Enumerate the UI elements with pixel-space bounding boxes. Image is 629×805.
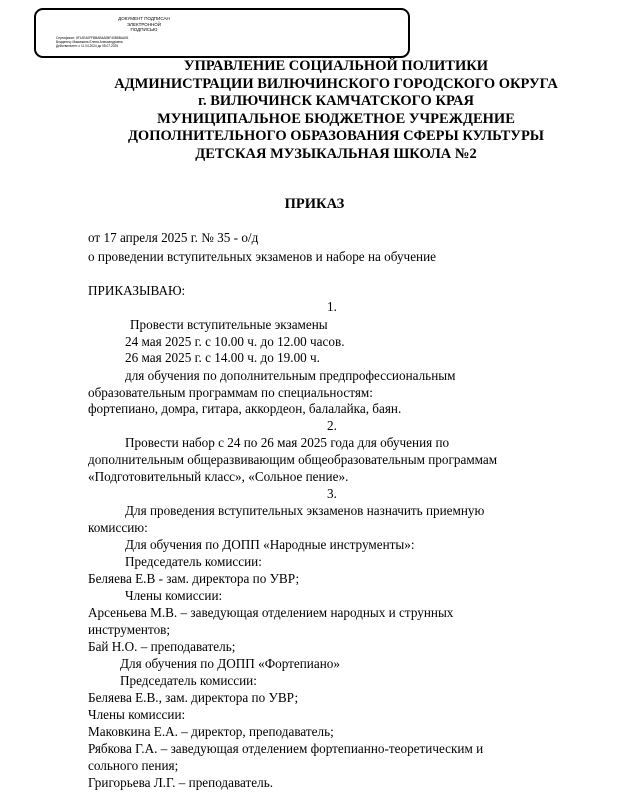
item-3-line-6: Члены комиссии: — [125, 588, 223, 603]
header-line-6: ДЕТСКАЯ МУЗЫКАЛЬНАЯ ШКОЛА №2 — [195, 145, 477, 162]
stamp-details — [56, 36, 129, 48]
header-line-2: АДМИНИСТРАЦИИ ВИЛЮЧИНСКОГО ГОРОДСКОГО ОКРУГА — [114, 75, 558, 92]
order-command: ПРИКАЗЫВАЮ: — [88, 283, 186, 298]
item-1-line-2: 24 мая 2025 г. с 10.00 ч. до 12.00 часов. — [125, 334, 345, 349]
item-3-line-4: Председатель комиссии: — [125, 554, 262, 569]
item-2-line-2: дополнительным общеразвивающим общеобразовательным программам — [88, 452, 498, 467]
stamp-title — [114, 16, 174, 33]
item-3-line-9: Бай Н.О. – преподаватель; — [88, 639, 236, 654]
stamp-title-line-2: ЭЛЕКТРОННОЙ ПОДПИСЬЮ — [126, 21, 162, 32]
item-3-line-12: Беляева Е.В., зам. директора по УВР; — [88, 690, 299, 705]
item-3-line-11: Председатель комиссии: — [120, 673, 257, 688]
item-1-line-5: образовательным программам по специальностям: — [88, 385, 373, 400]
electronic-signature-stamp — [34, 8, 410, 58]
item-1-line-4: для обучения по дополнительным предпрофессиональным — [125, 368, 456, 383]
item-2-line-3: «Подготовительный класс», «Сольное пение». — [88, 469, 349, 484]
stamp-certificate: Сертификат: 0F14EA0FFBBAB4A0BF40B8BAA91 — [56, 36, 129, 40]
order-title: ПРИКАЗ — [284, 196, 345, 212]
item-1-line-3: 26 мая 2025 г. с 14.00 ч. до 19.00 ч. — [125, 350, 320, 365]
item-3-line-15: Рябкова Г.А. – заведующая отделением фортепианно-теоретическим и — [88, 741, 484, 756]
item-3-line-2: комиссию: — [88, 520, 148, 535]
header-line-5: ДОПОЛНИТЕЛЬНОГО ОБРАЗОВАНИЯ СФЕРЫ КУЛЬТУРЫ — [127, 128, 545, 145]
item-1-line-6: фортепиано, домра, гитара, аккордеон, балалайка, баян. — [88, 401, 402, 416]
item-number-1: 1. — [327, 299, 337, 314]
item-3-line-3: Для обучения по ДОПП «Народные инструменты»: — [125, 537, 415, 552]
document-header — [80, 58, 592, 164]
header-line-4: МУНИЦИПАЛЬНОЕ БЮДЖЕТНОЕ УЧРЕЖДЕНИЕ — [157, 110, 515, 127]
item-3-line-10: Для обучения по ДОПП «Фортепиано» — [120, 656, 340, 671]
stamp-title-line-1: ДОКУМЕНТ ПОДПИСАН — [118, 16, 170, 21]
header-line-1: УПРАВЛЕНИЕ СОЦИАЛЬНОЙ ПОЛИТИКИ — [183, 58, 489, 74]
order-date-line: от 17 апреля 2025 г. № 35 - о/д — [88, 230, 259, 245]
item-3-line-1: Для проведения вступительных экзаменов назначить приемную — [125, 503, 485, 518]
item-3-line-17: Григорьева Л.Г. – преподаватель. — [88, 775, 274, 790]
order-subject: о проведении вступительных экзаменов и наборе на обучение — [88, 249, 437, 264]
item-3-line-5: Беляева Е.В - зам. директора по УВР; — [88, 571, 300, 586]
stamp-validity: Действителен: с 11.04.2024 до 05.07.2025 — [56, 44, 119, 48]
item-3-line-13: Члены комиссии: — [88, 707, 186, 722]
item-number-2: 2. — [327, 418, 337, 433]
item-number-3: 3. — [327, 486, 337, 501]
header-line-3: г. ВИЛЮЧИНСК КАМЧАТСКОГО КРАЯ — [198, 93, 474, 110]
item-1-line-1: Провести вступительные экзамены — [130, 317, 328, 332]
item-3-line-16: сольного пения; — [88, 758, 179, 773]
item-3-line-7: Арсеньева М.В. – заведующая отделением народных и струнных — [88, 605, 454, 620]
item-2-line-1: Провести набор с 24 по 26 мая 2025 года для обучения по — [125, 435, 450, 450]
item-3-line-14: Маковкина Е.А. – директор, преподаватель; — [88, 724, 334, 739]
item-3-line-8: инструментов; — [88, 622, 171, 637]
stamp-owner: Владелец: Маковкина Елена Александровна — [56, 40, 123, 44]
